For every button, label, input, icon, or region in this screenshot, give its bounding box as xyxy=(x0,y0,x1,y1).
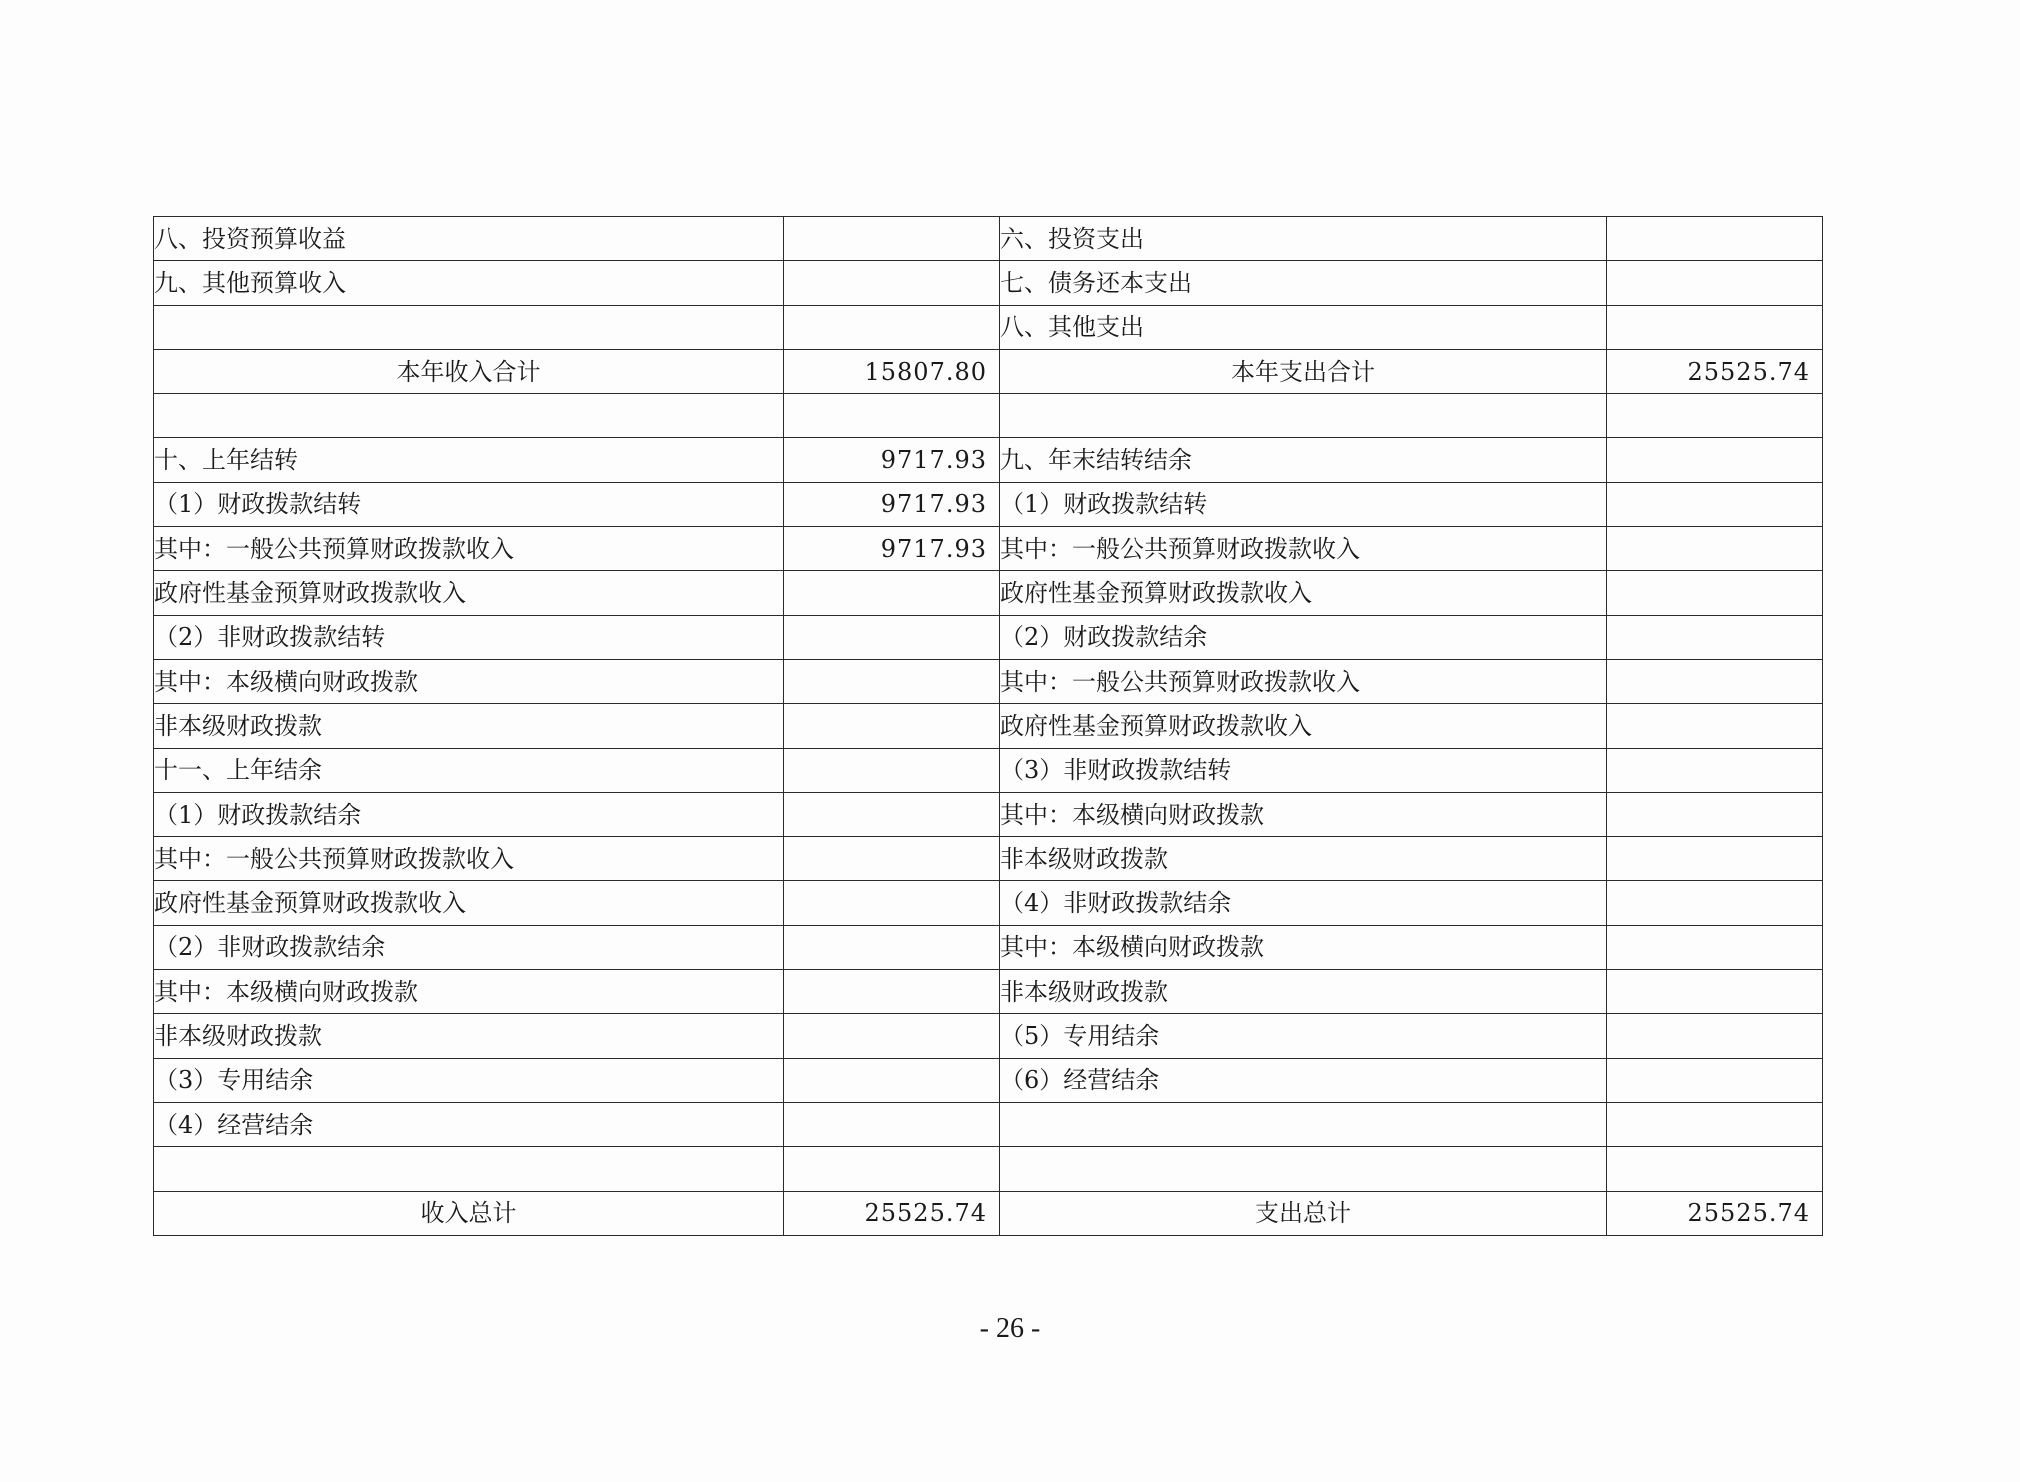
expense-item-amount xyxy=(1607,438,1823,482)
expense-item-amount xyxy=(1607,970,1823,1014)
expense-item-amount xyxy=(1607,615,1823,659)
income-item-amount: 9717.93 xyxy=(784,438,1000,482)
table-row xyxy=(154,394,1823,438)
page-number: - 26 - xyxy=(979,1313,1041,1344)
expense-item-label: 非本级财政拨款 xyxy=(1000,970,1607,1014)
table-row xyxy=(154,571,1823,615)
income-item-label: 十、上年结转 xyxy=(154,438,784,482)
expense-item-label xyxy=(1000,1102,1607,1146)
income-item-amount xyxy=(784,837,1000,881)
year-income-total-amount: 15807.80 xyxy=(784,349,1000,393)
expense-item-label: 其中：一般公共预算财政拨款收入 xyxy=(1000,659,1607,703)
table-row xyxy=(154,1014,1823,1058)
income-item-amount xyxy=(784,1147,1000,1191)
income-item-amount xyxy=(784,881,1000,925)
income-item-amount xyxy=(784,1058,1000,1102)
expense-item-amount xyxy=(1607,792,1823,836)
income-item-amount xyxy=(784,1102,1000,1146)
expense-item-amount xyxy=(1607,527,1823,571)
income-item-amount xyxy=(784,217,1000,261)
income-item-label: （4）经营结余 xyxy=(154,1102,784,1146)
income-item-label xyxy=(154,394,784,438)
expense-item-label: （6）经营结余 xyxy=(1000,1058,1607,1102)
expense-item-label: 八、其他支出 xyxy=(1000,305,1607,349)
expense-item-amount xyxy=(1607,1147,1823,1191)
income-item-label: 其中：一般公共预算财政拨款收入 xyxy=(154,527,784,571)
income-item-amount xyxy=(784,748,1000,792)
income-item-label: 政府性基金预算财政拨款收入 xyxy=(154,881,784,925)
expense-item-label: 六、投资支出 xyxy=(1000,217,1607,261)
table-row xyxy=(154,704,1823,748)
income-item-label xyxy=(154,305,784,349)
expense-item-label xyxy=(1000,1147,1607,1191)
income-item-amount xyxy=(784,925,1000,969)
income-item-label xyxy=(154,1147,784,1191)
income-item-amount xyxy=(784,305,1000,349)
expense-item-amount xyxy=(1607,925,1823,969)
expense-grand-total-amount: 25525.74 xyxy=(1607,1191,1823,1235)
table-row xyxy=(154,792,1823,836)
table-row xyxy=(154,1102,1823,1146)
expense-item-amount xyxy=(1607,1102,1823,1146)
expense-item-amount xyxy=(1607,1014,1823,1058)
expense-item-label: （5）专用结余 xyxy=(1000,1014,1607,1058)
expense-item-label: 其中：一般公共预算财政拨款收入 xyxy=(1000,527,1607,571)
table-row xyxy=(154,261,1823,305)
expense-item-label: 其中：本级横向财政拨款 xyxy=(1000,925,1607,969)
expense-item-label: 九、年末结转结余 xyxy=(1000,438,1607,482)
table-row xyxy=(154,1147,1823,1191)
expense-item-label: 非本级财政拨款 xyxy=(1000,837,1607,881)
expense-item-amount xyxy=(1607,748,1823,792)
income-item-amount xyxy=(784,704,1000,748)
table-row xyxy=(154,305,1823,349)
table-row xyxy=(154,527,1823,571)
income-item-amount: 9717.93 xyxy=(784,527,1000,571)
income-item-label: 非本级财政拨款 xyxy=(154,704,784,748)
table-row xyxy=(154,925,1823,969)
table-row-grand-total xyxy=(154,1191,1823,1235)
table-row xyxy=(154,881,1823,925)
income-item-amount xyxy=(784,659,1000,703)
income-item-label: （3）专用结余 xyxy=(154,1058,784,1102)
income-item-label: （1）财政拨款结余 xyxy=(154,792,784,836)
income-item-label: （1）财政拨款结转 xyxy=(154,482,784,526)
year-income-total-label: 本年收入合计 xyxy=(154,349,784,393)
income-item-amount xyxy=(784,970,1000,1014)
income-item-amount xyxy=(784,792,1000,836)
expense-item-amount xyxy=(1607,571,1823,615)
table-row xyxy=(154,615,1823,659)
table-row xyxy=(154,1058,1823,1102)
expense-item-amount xyxy=(1607,704,1823,748)
income-item-amount: 9717.93 xyxy=(784,482,1000,526)
income-item-amount xyxy=(784,615,1000,659)
expense-item-amount xyxy=(1607,261,1823,305)
income-item-label: （2）非财政拨款结转 xyxy=(154,615,784,659)
table-row xyxy=(154,837,1823,881)
expense-item-amount xyxy=(1607,305,1823,349)
income-item-label: 其中：一般公共预算财政拨款收入 xyxy=(154,837,784,881)
income-item-amount xyxy=(784,261,1000,305)
income-item-label: 其中：本级横向财政拨款 xyxy=(154,659,784,703)
income-grand-total-label: 收入总计 xyxy=(154,1191,784,1235)
income-grand-total-amount: 25525.74 xyxy=(784,1191,1000,1235)
table-row xyxy=(154,217,1823,261)
expense-item-amount xyxy=(1607,394,1823,438)
income-item-label: 非本级财政拨款 xyxy=(154,1014,784,1058)
expense-item-label: 其中：本级横向财政拨款 xyxy=(1000,792,1607,836)
income-item-amount xyxy=(784,571,1000,615)
expense-item-amount xyxy=(1607,482,1823,526)
table-row xyxy=(154,970,1823,1014)
expense-item-label: （2）财政拨款结余 xyxy=(1000,615,1607,659)
expense-item-label: 七、债务还本支出 xyxy=(1000,261,1607,305)
expense-item-label: （3）非财政拨款结转 xyxy=(1000,748,1607,792)
expense-item-label: （4）非财政拨款结余 xyxy=(1000,881,1607,925)
expense-item-amount xyxy=(1607,659,1823,703)
year-expense-total-label: 本年支出合计 xyxy=(1000,349,1607,393)
expense-item-label: 政府性基金预算财政拨款收入 xyxy=(1000,571,1607,615)
expense-item-amount xyxy=(1607,837,1823,881)
income-item-label: （2）非财政拨款结余 xyxy=(154,925,784,969)
expense-grand-total-label: 支出总计 xyxy=(1000,1191,1607,1235)
budget-ledger-table xyxy=(153,216,1823,1236)
table-row xyxy=(154,748,1823,792)
expense-item-label xyxy=(1000,394,1607,438)
income-item-label: 十一、上年结余 xyxy=(154,748,784,792)
table-row xyxy=(154,659,1823,703)
income-item-label: 其中：本级横向财政拨款 xyxy=(154,970,784,1014)
table-row-year-subtotal xyxy=(154,349,1823,393)
expense-item-amount xyxy=(1607,217,1823,261)
expense-item-label: 政府性基金预算财政拨款收入 xyxy=(1000,704,1607,748)
expense-item-amount xyxy=(1607,881,1823,925)
income-item-label: 九、其他预算收入 xyxy=(154,261,784,305)
income-item-label: 政府性基金预算财政拨款收入 xyxy=(154,571,784,615)
expense-item-label: （1）财政拨款结转 xyxy=(1000,482,1607,526)
year-expense-total-amount: 25525.74 xyxy=(1607,349,1823,393)
expense-item-amount xyxy=(1607,1058,1823,1102)
income-item-amount xyxy=(784,394,1000,438)
table-row xyxy=(154,482,1823,526)
income-item-amount xyxy=(784,1014,1000,1058)
income-item-label: 八、投资预算收益 xyxy=(154,217,784,261)
table-row xyxy=(154,438,1823,482)
